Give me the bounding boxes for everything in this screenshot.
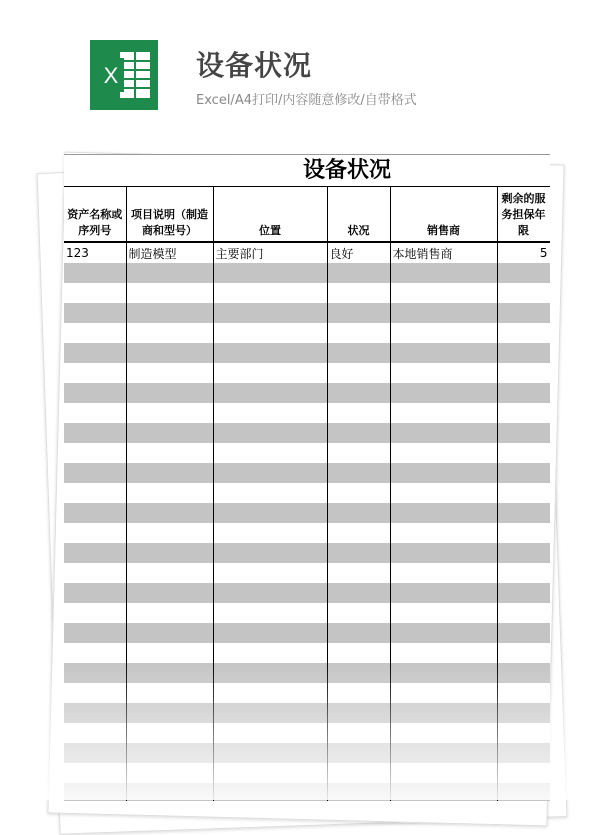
table-cell [390,423,497,443]
table-cell [390,543,497,563]
table-cell [64,383,126,403]
table-cell [126,443,213,463]
table-cell [213,623,327,643]
table-cell [390,443,497,463]
table-cell [64,303,126,323]
table-cell [390,563,497,583]
table-row [64,583,550,603]
table-cell [327,543,390,563]
spreadsheet-preview [0,150,600,800]
table-cell [213,303,327,323]
table-cell [497,283,550,303]
column-header: 资产名称或序列号 [64,187,126,242]
table-cell [126,463,213,483]
table-row [64,603,550,623]
table-cell [327,343,390,363]
table-cell [497,303,550,323]
table-cell [126,403,213,423]
table-cell [126,543,213,563]
table-cell [126,303,213,323]
table-cell [213,563,327,583]
table-cell [497,403,550,423]
table-cell [126,483,213,503]
table-cell [64,363,126,383]
logo-letter: X [103,63,119,88]
table-cell [213,603,327,623]
table-cell [64,343,126,363]
table-cell [327,583,390,603]
table-cell [497,323,550,343]
table-cell [390,283,497,303]
table-cell [213,363,327,383]
column-header: 剩余的服务担保年限 [497,187,550,242]
table-cell [64,423,126,443]
table-cell [327,423,390,443]
table-cell [390,583,497,603]
table-cell [390,383,497,403]
column-header: 位置 [213,187,327,242]
table-cell [497,583,550,603]
table-cell: 主要部门 [213,242,327,263]
table-cell [126,603,213,623]
table-cell [497,263,550,283]
table-cell [213,403,327,423]
table-cell [497,383,550,403]
table-cell [327,443,390,463]
table-cell [126,623,213,643]
table-cell [497,543,550,563]
table-cell [327,463,390,483]
table-cell [126,523,213,543]
table-row [64,263,550,283]
table-cell [497,363,550,383]
page-subtitle: Excel/A4打印/内容随意修改/自带格式 [196,93,417,108]
table-row [64,423,550,443]
table-cell [213,323,327,343]
table-cell: 5 [497,242,550,263]
table-cell [390,623,497,643]
table-cell [327,303,390,323]
table-cell [497,603,550,623]
table-cell: 本地销售商 [390,242,497,263]
excel-logo-icon [90,40,158,110]
table-cell [126,383,213,403]
table-cell [213,423,327,443]
table-cell [64,463,126,483]
table-cell [327,363,390,383]
table-cell [327,403,390,423]
table-cell [390,403,497,423]
column-header: 项目说明（制造商和型号） [126,187,213,242]
table-cell [213,283,327,303]
table-cell [126,263,213,283]
table-cell [497,343,550,363]
table-cell [126,503,213,523]
table-cell [64,503,126,523]
table-cell [497,443,550,463]
table-cell [64,283,126,303]
table-cell [126,583,213,603]
page-title: 设备状况 [196,49,313,82]
table-cell [126,343,213,363]
table-cell [64,623,126,643]
table-row [64,403,550,423]
table-cell [126,323,213,343]
table-row [64,623,550,643]
table-row [64,523,550,543]
table-cell [213,383,327,403]
table-cell [390,483,497,503]
table-cell [126,423,213,443]
bottom-fade [0,660,600,800]
table-cell [64,543,126,563]
table-cell [213,503,327,523]
column-header: 状况 [327,187,390,242]
table-cell [327,523,390,543]
table-cell [327,623,390,643]
table-cell [390,263,497,283]
table-cell [213,523,327,543]
table-cell [390,363,497,383]
table-cell [213,443,327,463]
table-row [64,543,550,563]
table-row [64,363,550,383]
sheet-title: 设备状况 [64,155,550,187]
column-header: 销售商 [390,187,497,242]
table-row [64,443,550,463]
table-cell [213,263,327,283]
table-cell [390,503,497,523]
table-row [64,343,550,363]
table-cell [390,343,497,363]
table-cell: 良好 [327,242,390,263]
table-cell [64,483,126,503]
table-cell [213,463,327,483]
table-cell [327,503,390,523]
table-cell [390,303,497,323]
table-cell [327,323,390,343]
table-cell [327,283,390,303]
table-cell [213,343,327,363]
table-cell [64,523,126,543]
table-cell [126,563,213,583]
table-header-row [64,187,550,242]
table-cell [327,383,390,403]
table-cell [126,363,213,383]
table-cell [64,603,126,623]
table-row [64,242,550,263]
table-cell [497,423,550,443]
table-row [64,303,550,323]
table-cell [327,483,390,503]
table-cell [213,483,327,503]
table-cell [64,323,126,343]
table-cell [327,263,390,283]
table-cell [497,523,550,543]
table-row [64,503,550,523]
table-cell: 123 [64,242,126,263]
table-cell [327,603,390,623]
table-cell [64,403,126,423]
table-cell [213,583,327,603]
table-cell [390,603,497,623]
table-cell [497,623,550,643]
table-cell [390,323,497,343]
table-cell [497,503,550,523]
table-cell [390,523,497,543]
table-row [64,383,550,403]
table-cell [327,563,390,583]
table-cell [64,583,126,603]
table-row [64,563,550,583]
table-row [64,283,550,303]
table-row [64,323,550,343]
table-cell [64,263,126,283]
table-cell [390,463,497,483]
table-cell [64,443,126,463]
table-cell [213,543,327,563]
table-row [64,463,550,483]
table-row [64,483,550,503]
table-cell [497,563,550,583]
table-cell [497,483,550,503]
table-cell: 制造模型 [126,242,213,263]
table-cell [126,283,213,303]
table-cell [497,463,550,483]
table-cell [64,563,126,583]
